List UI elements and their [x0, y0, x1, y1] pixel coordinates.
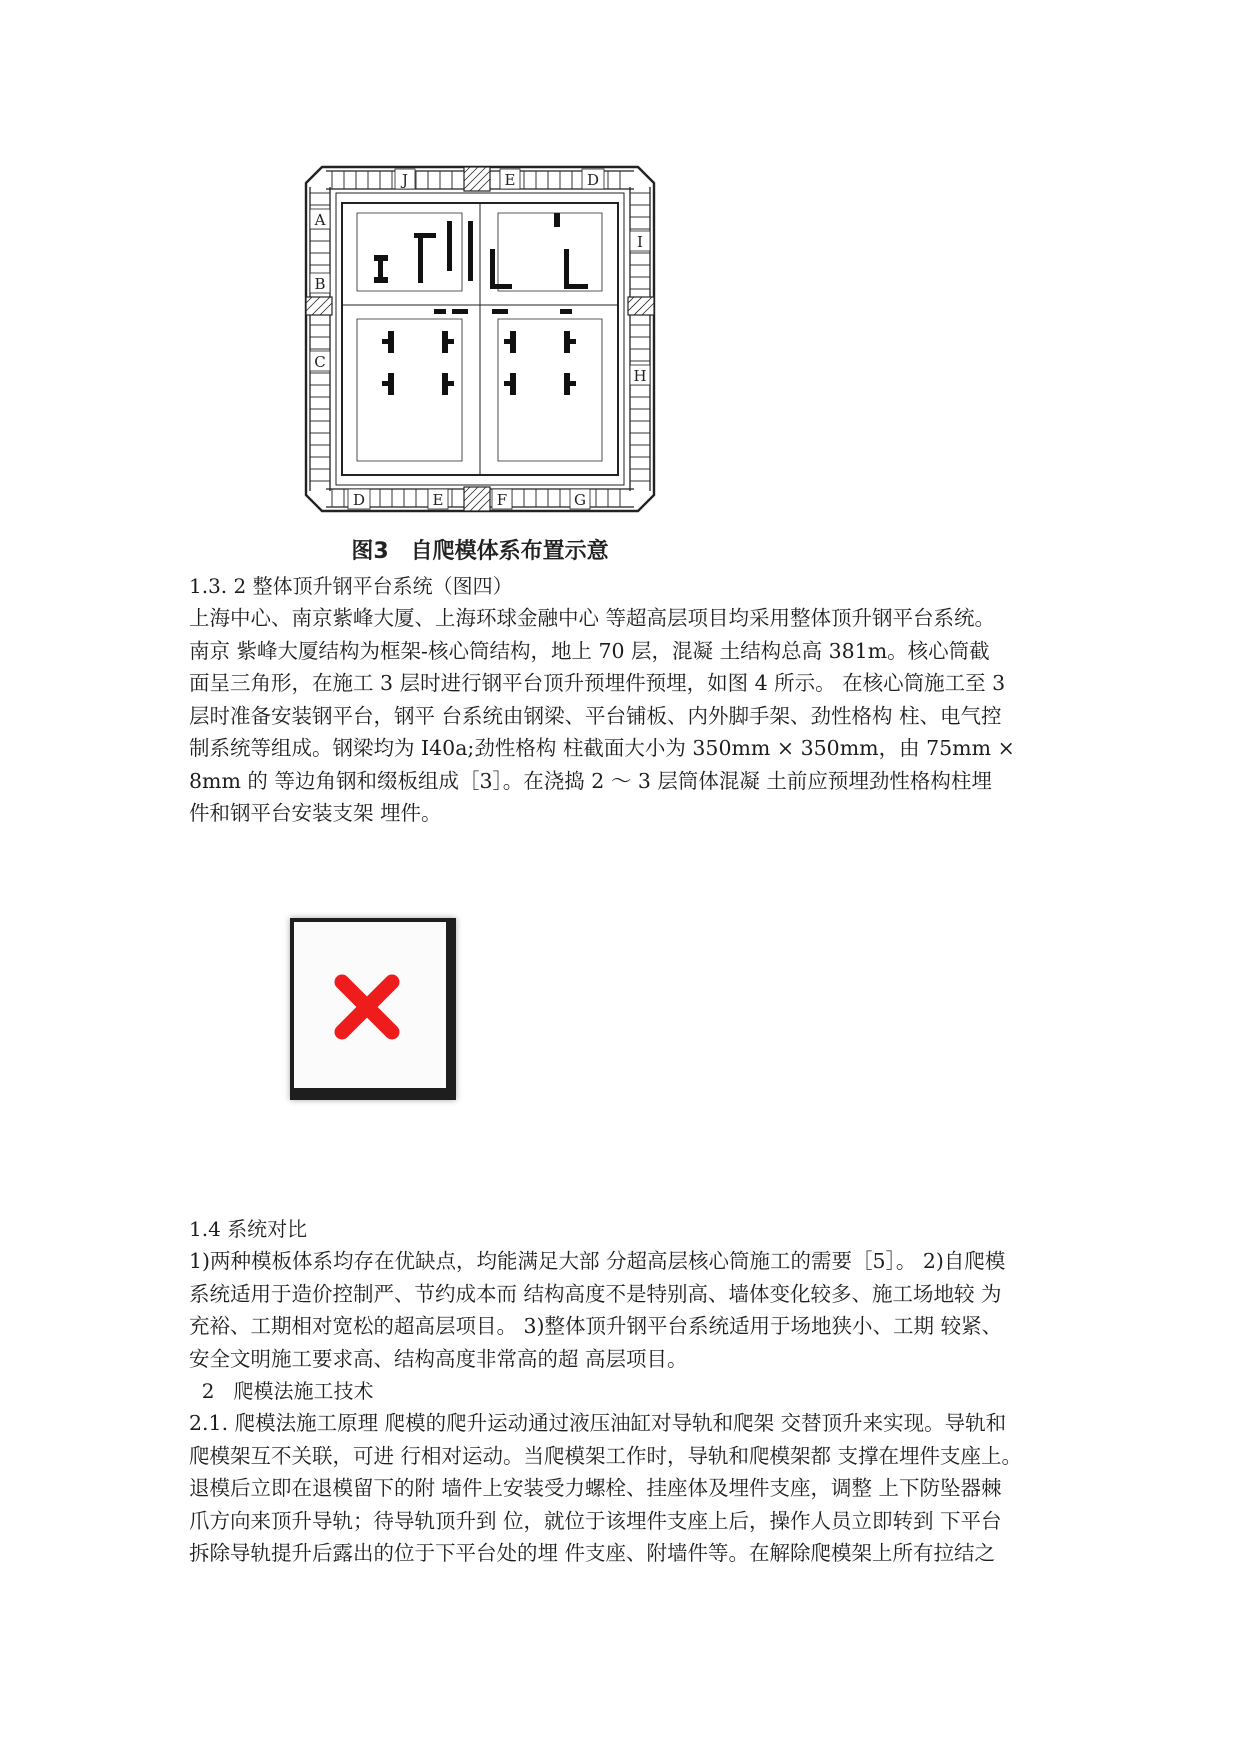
plan-label-left-2: B	[314, 275, 326, 293]
paragraph-line: 拆除导轨提升后露出的位于下平台处的埋 件支座、附墙件等。在解除爬模架上所有拉结之	[189, 1541, 996, 1565]
paragraph-line: 充裕、工期相对宽松的超高层项目。 3)整体顶升钢平台系统适用于场地狭小、工期 较紧、	[189, 1314, 1003, 1338]
paragraph-line: 安全文明施工要求高、结构高度非常高的超 高层项目。	[189, 1346, 688, 1371]
figure-3-caption	[300, 534, 660, 565]
plan-label-top-3: D	[586, 171, 600, 189]
paragraph-line: 件和钢平台安装支架 埋件。	[189, 801, 442, 825]
paragraph-line: 退模后立即在退模留下的附 墙件上安装受力螺栓、挂座体及埋件支座，调整 上下防坠器棘	[189, 1476, 1002, 1500]
paragraph-line: 8mm 的 等边角钢和缀板组成［3］。在浇捣 2 ～ 3 层筒体混凝 土前应预埋劲性格构柱埋	[189, 768, 992, 793]
red-x-icon	[332, 972, 402, 1042]
paragraph-line: 系统适用于造价控制严、节约成本而 结构高度不是特别高、墙体变化较多、施工场地较 为	[189, 1281, 1002, 1306]
plan-label-bottom-2: E	[432, 491, 444, 509]
section-1-4-body	[189, 1245, 1059, 1375]
figure-number: 图3	[351, 539, 389, 564]
section-1-3-2-heading: 1.3. 2 整体顶升钢平台系统（图四）	[189, 574, 513, 598]
paragraph-line: 爪方向来顶升导轨；待导轨顶升到 位，就位于该埋件支座上后，操作人员立即转到 下平台	[189, 1508, 1002, 1533]
section-1-3-2-body	[189, 602, 1059, 830]
plan-label-top-1: J	[401, 171, 409, 189]
paragraph-line: 层时准备安装钢平台，钢平 台系统由钢梁、平台铺板、内外脚手架、劲性格构 柱、电气控	[189, 703, 1002, 728]
figure-3-floor-plan	[302, 163, 658, 515]
plan-label-left-1: A	[314, 211, 326, 229]
section-1-4-heading: 1.4 系统对比	[189, 1217, 308, 1241]
paragraph-line: 南京 紫峰大厦结构为框架-核心筒结构，地上 70 层，混凝 土结构总高 381m。核心筒截	[189, 638, 990, 663]
broken-image-placeholder	[290, 918, 456, 1100]
plan-label-bottom-4: G	[574, 491, 586, 509]
section-2-body	[189, 1407, 1059, 1570]
paragraph-line: 2.1. 爬模法施工原理 爬模的爬升运动通过液压油缸对导轨和爬架 交替顶升来实现。导轨和	[189, 1411, 1007, 1435]
paragraph-line: 爬模架互不关联，可进 行相对运动。当爬模架工作时，导轨和爬模架都 支撑在埋件支座上。	[189, 1443, 1023, 1468]
paragraph-line: 1)两种模板体系均存在优缺点，均能满足大部 分超高层核心筒施工的需要［5］。 2)自爬模	[189, 1249, 1006, 1273]
plan-label-left-3: C	[314, 353, 326, 371]
paragraph-line: 制系统等组成。钢梁均为 I40a;劲性格构 柱截面大小为 350mm × 350mm，由 75mm ×	[189, 736, 1015, 760]
plan-label-right-1: I	[637, 233, 643, 251]
figure-caption-text: 自爬模体系布置示意	[410, 539, 609, 564]
plan-label-bottom-1: D	[352, 491, 366, 509]
paragraph-line: 面呈三角形，在施工 3 层时进行钢平台顶升预埋件预埋，如图 4 所示。 在核心筒施工至 3	[189, 671, 1006, 695]
plan-label-right-2: H	[633, 367, 647, 385]
paragraph-line: 上海中心、南京紫峰大厦、上海环球金融中心 等超高层项目均采用整体顶升钢平台系统。	[189, 606, 996, 630]
plan-label-bottom-3: F	[496, 491, 508, 509]
plan-label-top-2: E	[504, 171, 516, 189]
section-2-heading: 2 爬模法施工技术	[189, 1379, 374, 1403]
